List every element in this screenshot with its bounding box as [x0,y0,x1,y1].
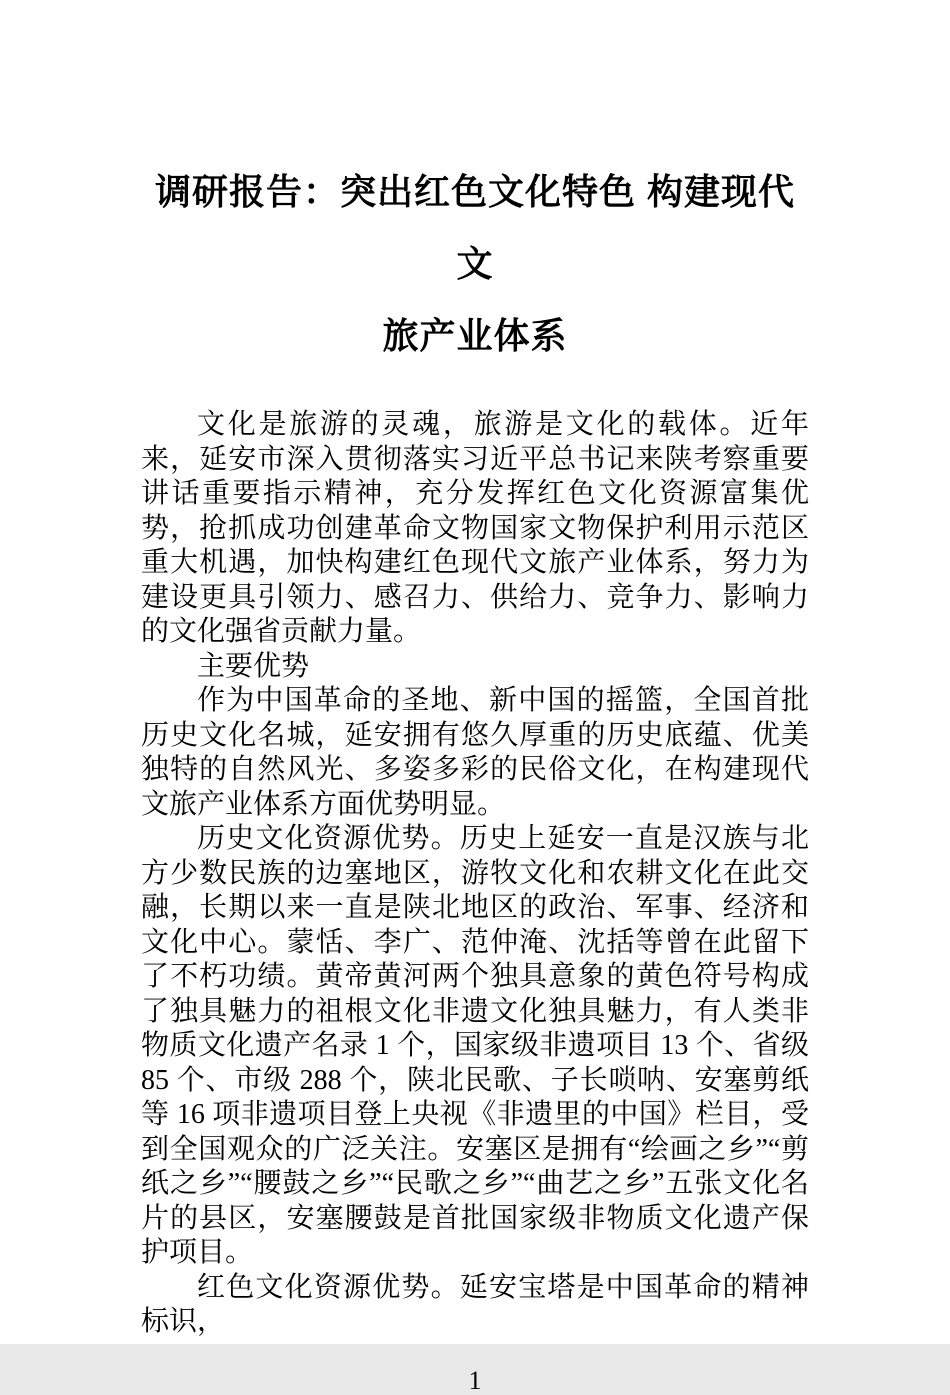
page-number: 1 [468,1365,482,1395]
document-body [141,408,809,1340]
body-paragraph-overview: 作为中国革命的圣地、新中国的摇篮，全国首批历史文化名城，延安拥有悠久厚重的历史底蕴、优美独特的自然风光、多姿多彩的民俗文化，在构建现代文旅产业体系方面优势明显。 [141,685,809,820]
body-paragraph-history-resources: 历史文化资源优势。历史上延安一直是汉族与北方少数民族的边塞地区，游牧文化和农耕文化在此交融，长期以来一直是陕北地区的政治、军事、经济和文化中心。蒙恬、李广、范仲淹、沈括等曾在此留下了不朽功绩。黄帝黄河两个独具意象的黄色符号构成了独具魅力的祖根文化非遗文化独具魅力，有人类非物质文化遗产名录 1 个，国家级非遗项目 13 个、省级 85 个、市级 288 个，陕北民歌、子长唢呐、安塞剪纸等 16 项非遗项目登上央视《非遗里的中国》栏目，受到全国观众的广泛关注。安塞区是拥有“绘画之乡”“剪纸之乡”“腰鼓之乡”“民歌之乡”“曲艺之乡”五张文化名片的县区，安塞腰鼓是首批国家级非物质文化遗产保护项目。 [141,823,809,1268]
document-content [141,0,809,1395]
document-title-line-2: 旅产业体系 [382,315,568,356]
document-title-line-1: 调研报告：突出红色文化特色 构建现代文 [154,171,795,284]
document-title [141,0,809,372]
page-footer [141,1367,809,1395]
body-paragraph-section-heading: 主要优势 [197,650,310,682]
body-paragraph-red-resources: 红色文化资源优势。延安宝塔是中国革命的精神标识， [141,1271,809,1337]
body-paragraph-intro: 文化是旅游的灵魂，旅游是文化的载体。近年来，延安市深入贯彻落实习近平总书记来陕考察重要讲话重要指示精神，充分发挥红色文化资源富集优势，抢抓成功创建革命文物国家文物保护利用示范区重大机遇，加快构建红色现代文旅产业体系，努力为建设更具引领力、感召力、供给力、竞争力、影响力的文化强省贡献力量。 [141,409,809,647]
